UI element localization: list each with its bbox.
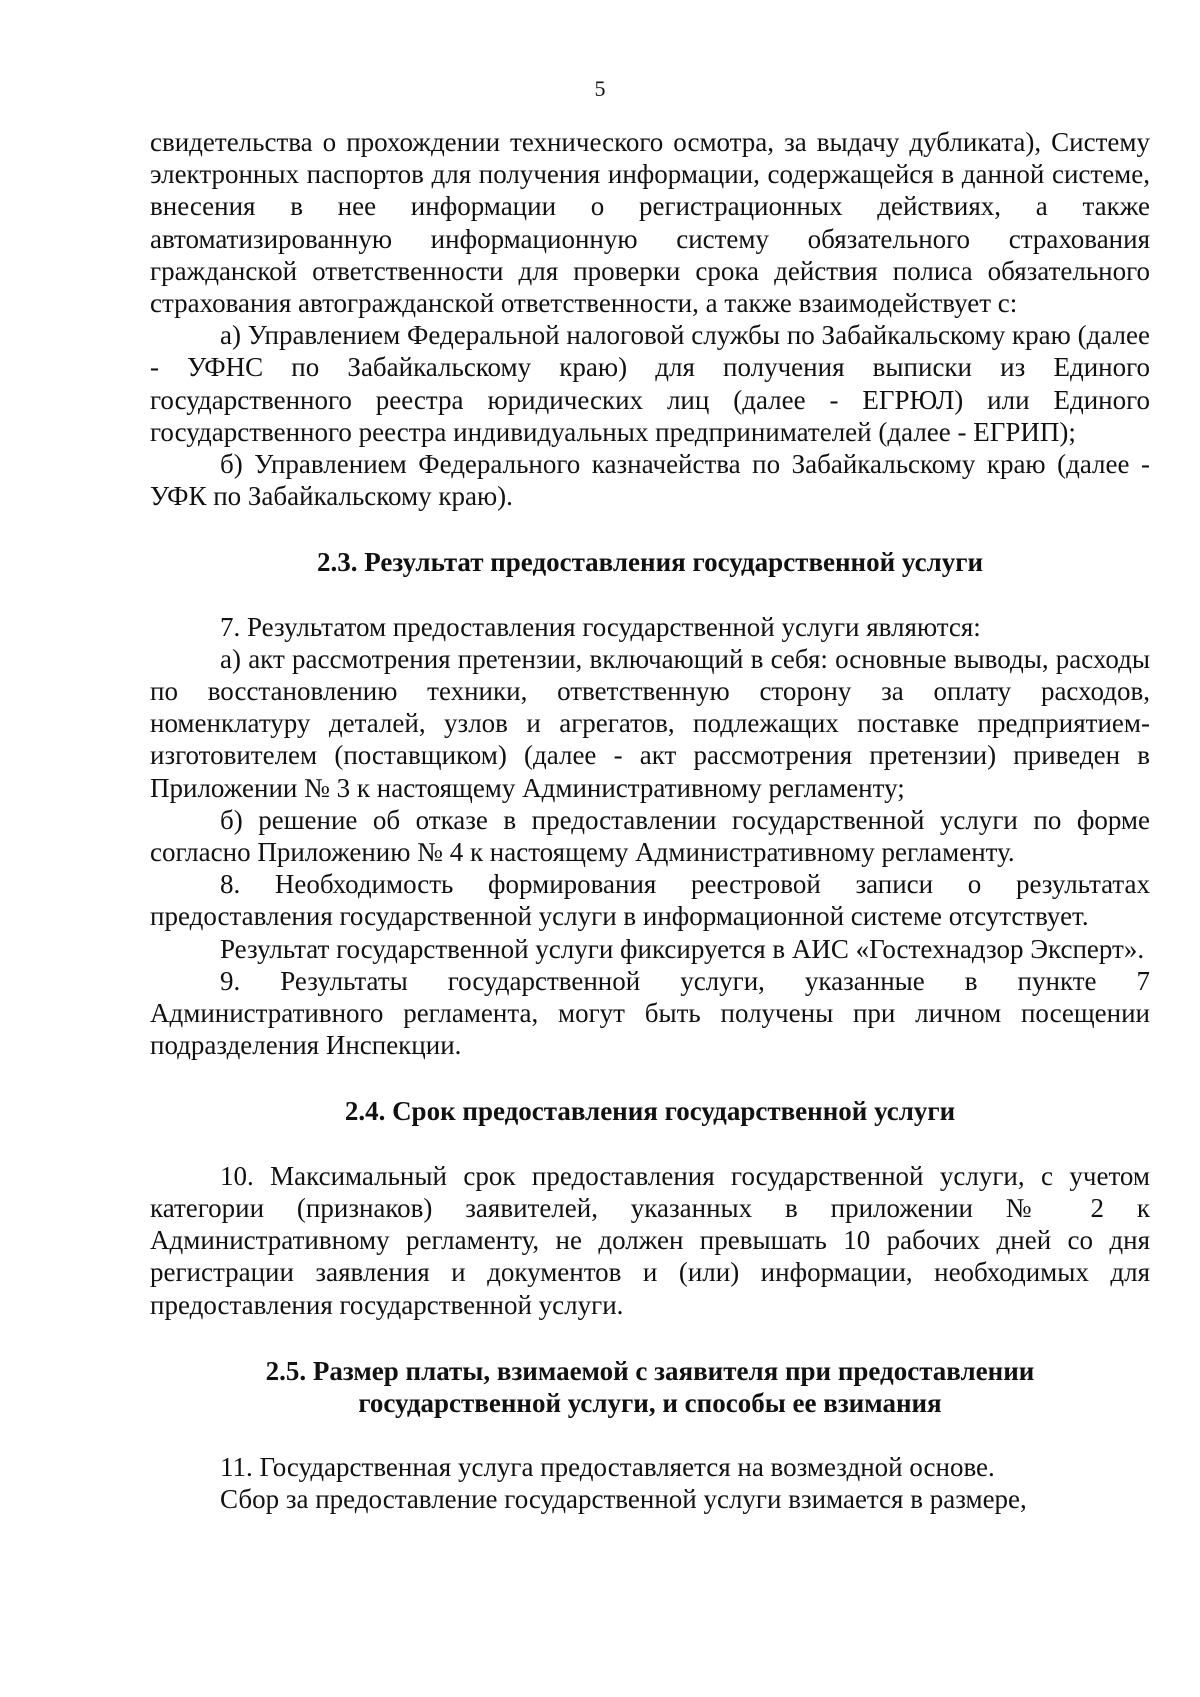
paragraph-fee: Сбор за предоставление государственной услуги взимается в размере, <box>220 1484 1027 1515</box>
spacer <box>150 1419 1150 1451</box>
list-item-ufk: б) Управлением Федерального казначейства по Забайкальскому краю (далее - УФК по Забайкальскому краю). <box>150 449 1150 512</box>
section-heading-2-5-line-1: 2.5. Размер платы, взимаемой с заявителя при предоставлении <box>265 1355 1035 1386</box>
paragraph-7: 7. Результатом предоставления государственной услуги являются: <box>220 611 981 642</box>
spacer <box>150 1321 1150 1355</box>
paragraph-11: 11. Государственная услуга предоставляется на возмездной основе. <box>220 1452 995 1483</box>
section-heading-2-5-line-2: государственной услуги, и способы ее взимания <box>358 1387 942 1418</box>
document-body <box>150 126 1150 1516</box>
paragraph-10: 10. Максимальный срок предоставления государственной услуги, с учетом категории (признаков) заявителей, указанных в приложении № 2 к Административному регламенту, не должен превышать 10 рабочих дней со дня регистрации заявления и документов и (или) информации, необходимых для предоставления государственной услуги. <box>150 1160 1150 1320</box>
section-heading-2-4: 2.4. Срок предоставления государственной услуги <box>344 1096 956 1127</box>
spacer <box>150 1061 1150 1095</box>
page-number: 5 <box>594 76 606 101</box>
paragraph-result-fixed: Результат государственной услуги фиксируется в АИС «Гостехнадзор Эксперт». <box>220 933 1145 964</box>
list-item-refusal: б) решение об отказе в предоставлении государственной услуги по форме согласно Приложению № 4 к настоящему Административному регламенту. <box>150 804 1150 868</box>
spacer <box>150 1128 1150 1160</box>
paragraph-9: 9. Результаты государственной услуги, указанные в пункте 7 Административного регламента, могут быть получены при личном посещении подразделения Инспекции. <box>150 965 1150 1061</box>
spacer <box>150 579 1150 611</box>
spacer <box>150 512 1150 546</box>
list-item-ufns: а) Управлением Федеральной налоговой службы по Забайкальскому краю (далее - УФНС по Забайкальскому краю) для получения выписки из Единого государственного реестра юридических лиц (далее - ЕГРЮЛ) или Единого государственного реестра индивидуальных предпринимателей (далее - ЕГРИП); <box>150 320 1150 447</box>
section-heading-2-5 <box>150 1355 1150 1419</box>
section-heading-2-3: 2.3. Результат предоставления государственной услуги <box>316 547 984 578</box>
intro-paragraph: свидетельства о прохождении технического осмотра, за выдачу дубликата), Систему электронных паспортов для получения информации, содержащейся в данной системе, внесения в нее информации о регистрационных действиях, а также автоматизированную информационную систему обязательного страхования гражданской ответственности для проверки срока действия полиса обязательного страхования автогражданской ответственности, а также взаимодействует с: <box>150 127 1150 319</box>
paragraph-8: 8. Необходимость формирования реестровой записи о результатах предоставления государственной услуги в информационной системе отсутствует. <box>150 869 1150 932</box>
list-item-claim-act: а) акт рассмотрения претензии, включающий в себя: основные выводы, расходы по восстановлению техники, ответственную сторону за оплату расходов, номенклатуру деталей, узлов и агрегатов, подлежащих поставке предприятием-изготовителем (поставщиком) (далее - акт рассмотрения претензии) приведен в Приложении № 3 к настоящему Административному регламенту; <box>150 643 1150 803</box>
